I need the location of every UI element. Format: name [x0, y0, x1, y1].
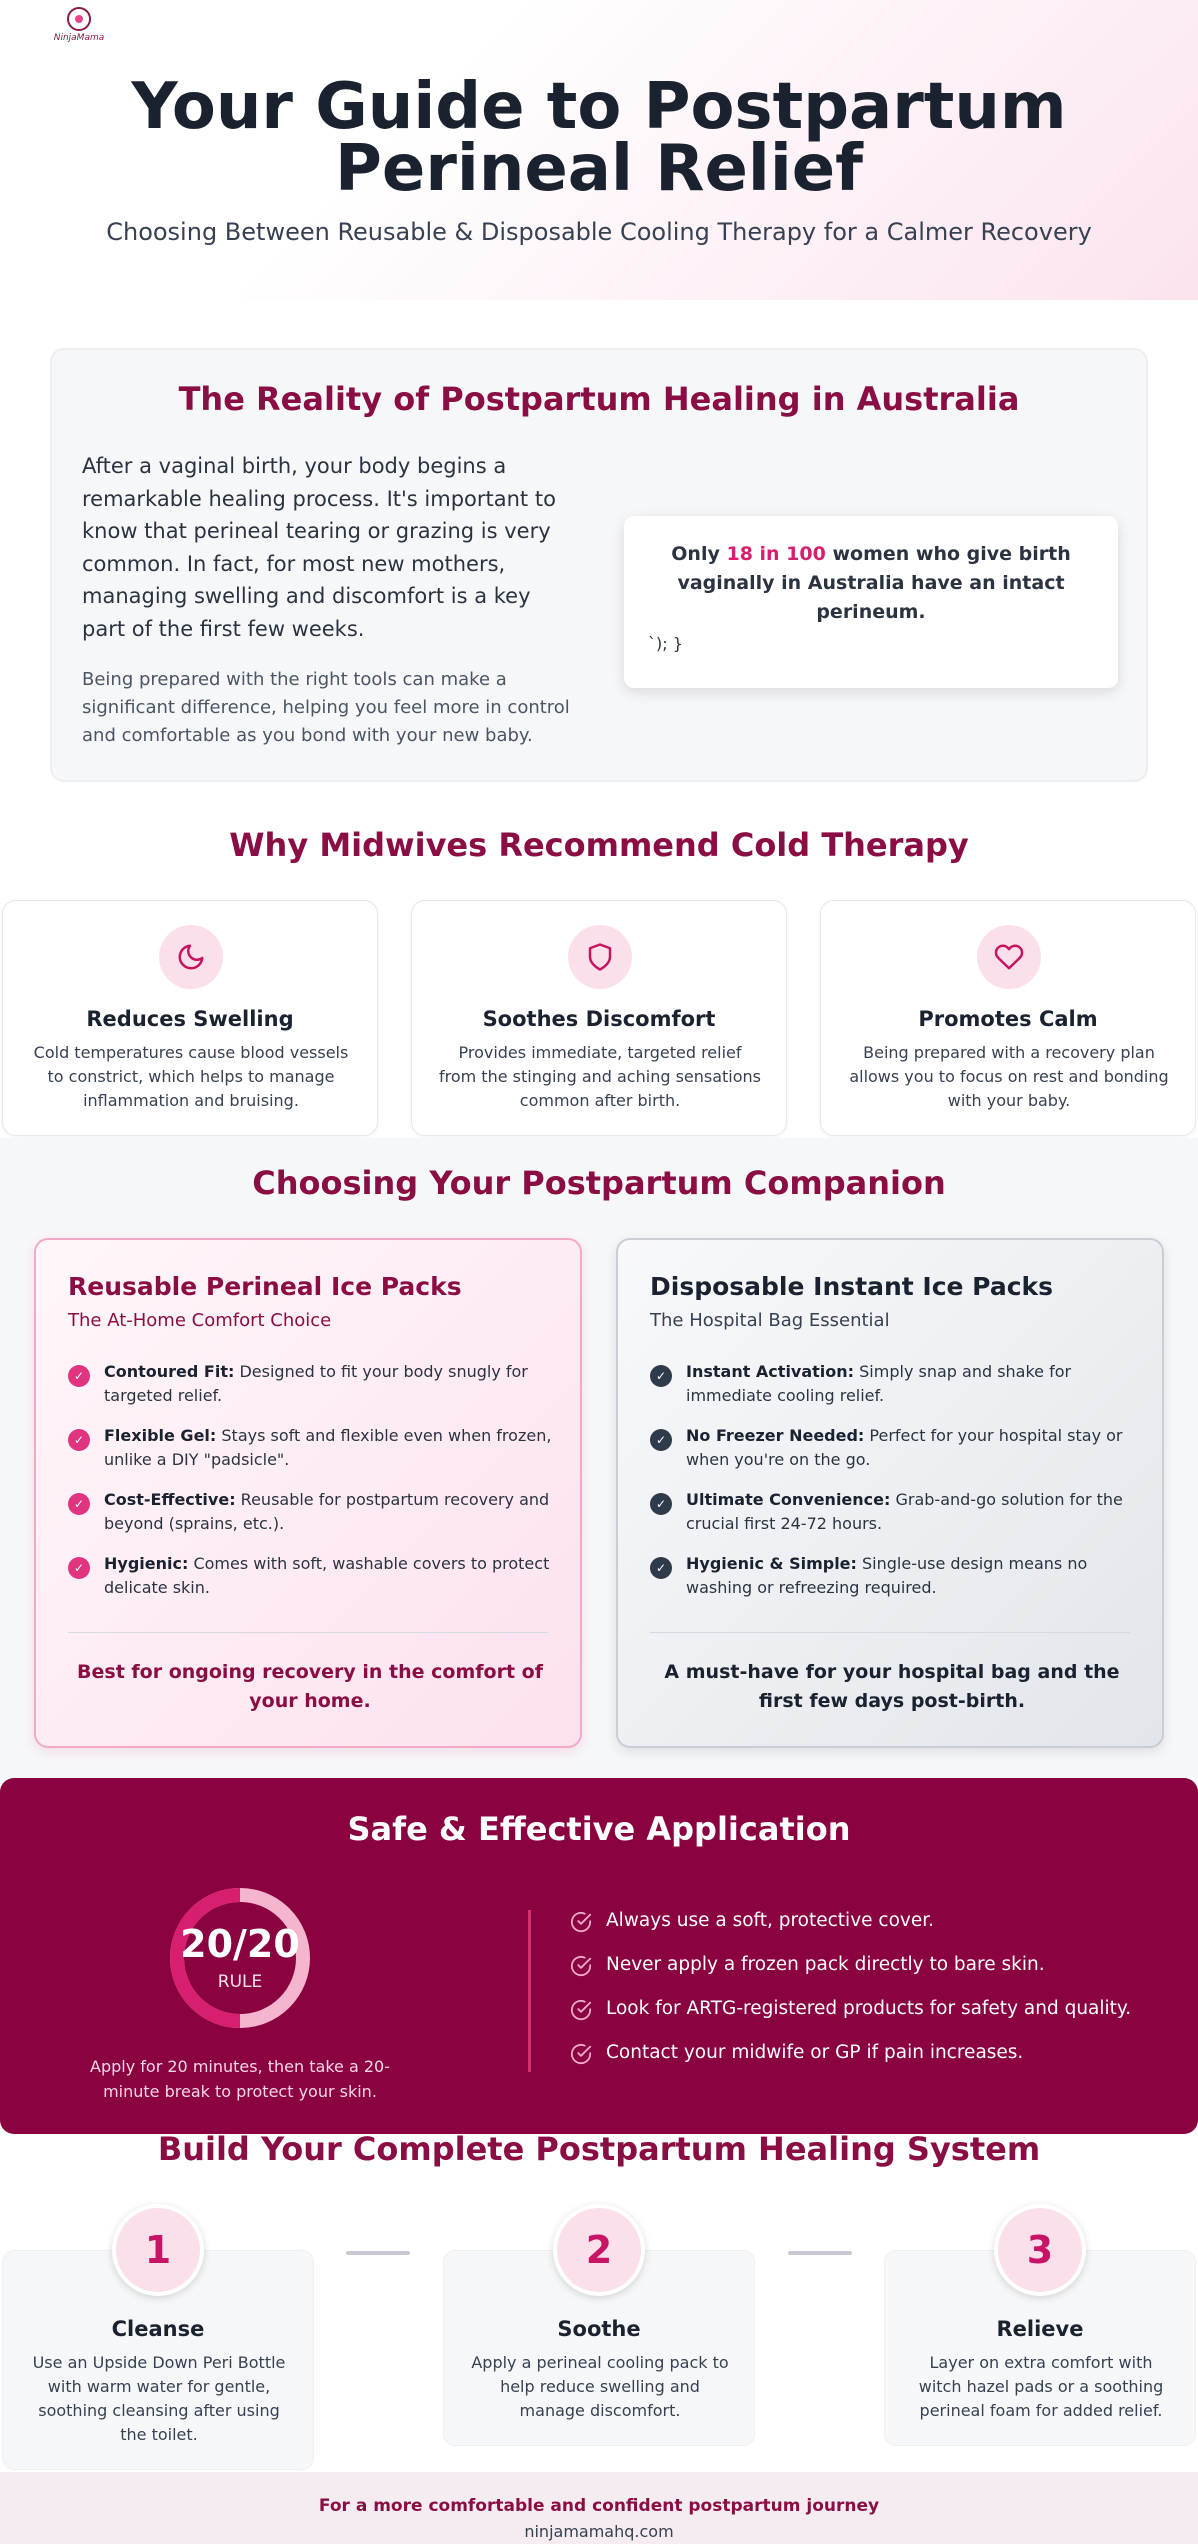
- feature-label: Cost-Effective:: [104, 1490, 236, 1509]
- feature-text: Single-use design means no washing or refreezing required.: [686, 1554, 1088, 1597]
- safe-title: Safe & Effective Application: [347, 1810, 851, 1848]
- rule-caption: Apply for 20 minutes, then take a 20-minute break to protect your skin.: [90, 2057, 390, 2101]
- step-number-badge: 1: [112, 2204, 204, 2296]
- list-item: [68, 1360, 554, 1424]
- feature-label: Flexible Gel:: [104, 1426, 217, 1445]
- footer-link[interactable]: ninjamamahq.com: [524, 2522, 674, 2541]
- moon-icon: [159, 925, 223, 989]
- tip-text: Never apply a frozen pack directly to bare skin.: [606, 1954, 1045, 1975]
- logo-text: NinjaMama: [53, 33, 105, 43]
- ring-value: 20/20: [180, 1922, 300, 1966]
- feature-label: No Freezer Needed:: [686, 1426, 865, 1445]
- check-icon: ✓: [68, 1365, 90, 1387]
- stat-text: [664, 540, 1078, 627]
- option-subtitle: The Hospital Bag Essential: [650, 1310, 890, 1331]
- list-item: [650, 1424, 1136, 1488]
- list-item: [650, 1488, 1136, 1552]
- list-item: [68, 1424, 554, 1488]
- tip-text: Contact your midwife or GP if pain increases.: [606, 2042, 1024, 2063]
- logo-mark-icon: [67, 7, 91, 31]
- list-item: [570, 1908, 1131, 1952]
- check-circle-icon: [570, 1955, 592, 1977]
- why-card-title: Reduces Swelling: [86, 1007, 294, 1031]
- divider: [650, 1632, 1130, 1633]
- stat-suffix: women who give birth vaginally in Australia have an intact perineum.: [677, 543, 1071, 623]
- why-card-title: Soothes Discomfort: [482, 1007, 716, 1031]
- step-number-badge: 2: [553, 2204, 645, 2296]
- build-title: Build Your Complete Postpartum Healing System: [157, 2130, 1041, 2168]
- feature-label: Instant Activation:: [686, 1362, 855, 1381]
- reusable-option-card: [34, 1238, 582, 1748]
- reality-section: [50, 348, 1148, 782]
- list-item: [68, 1488, 554, 1552]
- feature-label: Contoured Fit:: [104, 1362, 235, 1381]
- step-text: Use an Upside Down Peri Bottle with warm water for gentle, soothing cleansing after using the toilet.: [32, 2353, 286, 2444]
- feature-list: [68, 1360, 554, 1616]
- why-card-text: Provides immediate, targeted relief from the stinging and aching sensations common after birth.: [438, 1043, 762, 1110]
- why-card-title: Promotes Calm: [918, 1007, 1098, 1031]
- feature-label: Hygienic:: [104, 1554, 189, 1573]
- why-card-discomfort: [411, 900, 787, 1136]
- disposable-option-card: [616, 1238, 1164, 1748]
- why-card-calm: [820, 900, 1196, 1136]
- list-item: [570, 1952, 1131, 1996]
- page-title: Your Guide to Postpartum Perineal Relief: [131, 70, 1067, 206]
- why-card-swelling: [2, 900, 378, 1136]
- reality-paragraph-1: After a vaginal birth, your body begins a remarkable healing process. It's important to know that perineal tearing or grazing is very common. In fact, for most new mothers, managing swelling and discomfort is a key part of the first few weeks.: [82, 454, 556, 641]
- choose-section: [0, 1138, 1198, 1778]
- step-connector: [788, 2251, 852, 2255]
- feature-text: Grab-and-go solution for the crucial first 24-72 hours.: [686, 1490, 1123, 1533]
- feature-text: Simply snap and shake for immediate cooling relief.: [686, 1362, 1072, 1405]
- why-title: Why Midwives Recommend Cold Therapy: [229, 826, 969, 864]
- stat-card: [624, 516, 1118, 688]
- check-icon: ✓: [68, 1493, 90, 1515]
- tip-text: Look for ARTG-registered products for safety and quality.: [606, 1998, 1132, 2019]
- reality-title: The Reality of Postpartum Healing in Australia: [178, 380, 1020, 418]
- shield-icon: [568, 925, 632, 989]
- option-footer: A must-have for your hospital bag and the first few days post-birth.: [664, 1661, 1120, 1712]
- feature-text: Reusable for postpartum recovery and beyond (sprains, etc.).: [104, 1490, 550, 1533]
- page-subtitle: Choosing Between Reusable & Disposable Cooling Therapy for a Calmer Recovery: [106, 218, 1092, 246]
- feature-label: Hygienic & Simple:: [686, 1554, 857, 1573]
- check-icon: ✓: [650, 1365, 672, 1387]
- why-card-text: Being prepared with a recovery plan allows you to focus on rest and bonding with your baby.: [849, 1043, 1169, 1110]
- feature-text: Designed to fit your body snugly for targeted relief.: [104, 1362, 528, 1405]
- option-footer: Best for ongoing recovery in the comfort of your home.: [77, 1661, 543, 1712]
- step-text: Layer on extra comfort with witch hazel pads or a soothing perineal foam for added relief.: [918, 2353, 1164, 2420]
- rule-ring: [168, 1886, 312, 2030]
- heart-icon: [977, 925, 1041, 989]
- safety-tips-list: [570, 1908, 1131, 2084]
- list-item: [650, 1552, 1136, 1616]
- hero-section: [0, 0, 1198, 300]
- check-icon: ✓: [650, 1429, 672, 1451]
- step-connector: [346, 2251, 410, 2255]
- safe-application-section: [0, 1778, 1198, 2134]
- list-item: [570, 1996, 1131, 2040]
- feature-list: [650, 1360, 1136, 1616]
- step-title: Cleanse: [111, 2317, 205, 2341]
- page-footer: [0, 2472, 1198, 2544]
- footer-tagline: For a more comfortable and confident postpartum journey: [318, 2496, 880, 2516]
- list-item: [570, 2040, 1131, 2084]
- why-card-text: Cold temperatures cause blood vessels to constrict, which helps to manage inflammation and bruising.: [33, 1043, 349, 1110]
- feature-label: Ultimate Convenience:: [686, 1490, 891, 1509]
- step-title: Relieve: [996, 2317, 1084, 2341]
- list-item: [650, 1360, 1136, 1424]
- reality-paragraph-2: Being prepared with the right tools can make a significant difference, helping you feel more in control and comfortable as you bond with your new baby.: [82, 669, 570, 746]
- feature-text: Comes with soft, washable covers to protect delicate skin.: [104, 1554, 550, 1597]
- check-circle-icon: [570, 2043, 592, 2065]
- ring-label: RULE: [217, 1972, 263, 1992]
- divider: [68, 1632, 548, 1633]
- list-item: [68, 1552, 554, 1616]
- check-icon: ✓: [68, 1429, 90, 1451]
- option-subtitle: The At-Home Comfort Choice: [68, 1310, 332, 1331]
- check-icon: ✓: [650, 1493, 672, 1515]
- choose-title: Choosing Your Postpartum Companion: [252, 1164, 946, 1202]
- step-title: Soothe: [557, 2317, 641, 2341]
- check-circle-icon: [570, 1999, 592, 2021]
- option-title: Disposable Instant Ice Packs: [650, 1272, 1054, 1301]
- stat-prefix: Only: [671, 543, 727, 565]
- check-circle-icon: [570, 1911, 592, 1933]
- step-number-badge: 3: [994, 2204, 1086, 2296]
- stat-code-text: `); }: [648, 634, 683, 653]
- feature-text: Perfect for your hospital stay or when you're on the go.: [686, 1426, 1123, 1469]
- divider: [528, 1910, 531, 2072]
- brand-logo[interactable]: [48, 0, 110, 50]
- check-icon: ✓: [650, 1557, 672, 1579]
- check-icon: ✓: [68, 1557, 90, 1579]
- feature-text: Stays soft and flexible even when frozen, unlike a DIY "padsicle".: [104, 1426, 552, 1469]
- tip-text: Always use a soft, protective cover.: [606, 1910, 935, 1931]
- option-title: Reusable Perineal Ice Packs: [68, 1272, 462, 1301]
- stat-highlight: 18 in 100: [726, 543, 826, 565]
- step-text: Apply a perineal cooling pack to help reduce swelling and manage discomfort.: [471, 2353, 729, 2420]
